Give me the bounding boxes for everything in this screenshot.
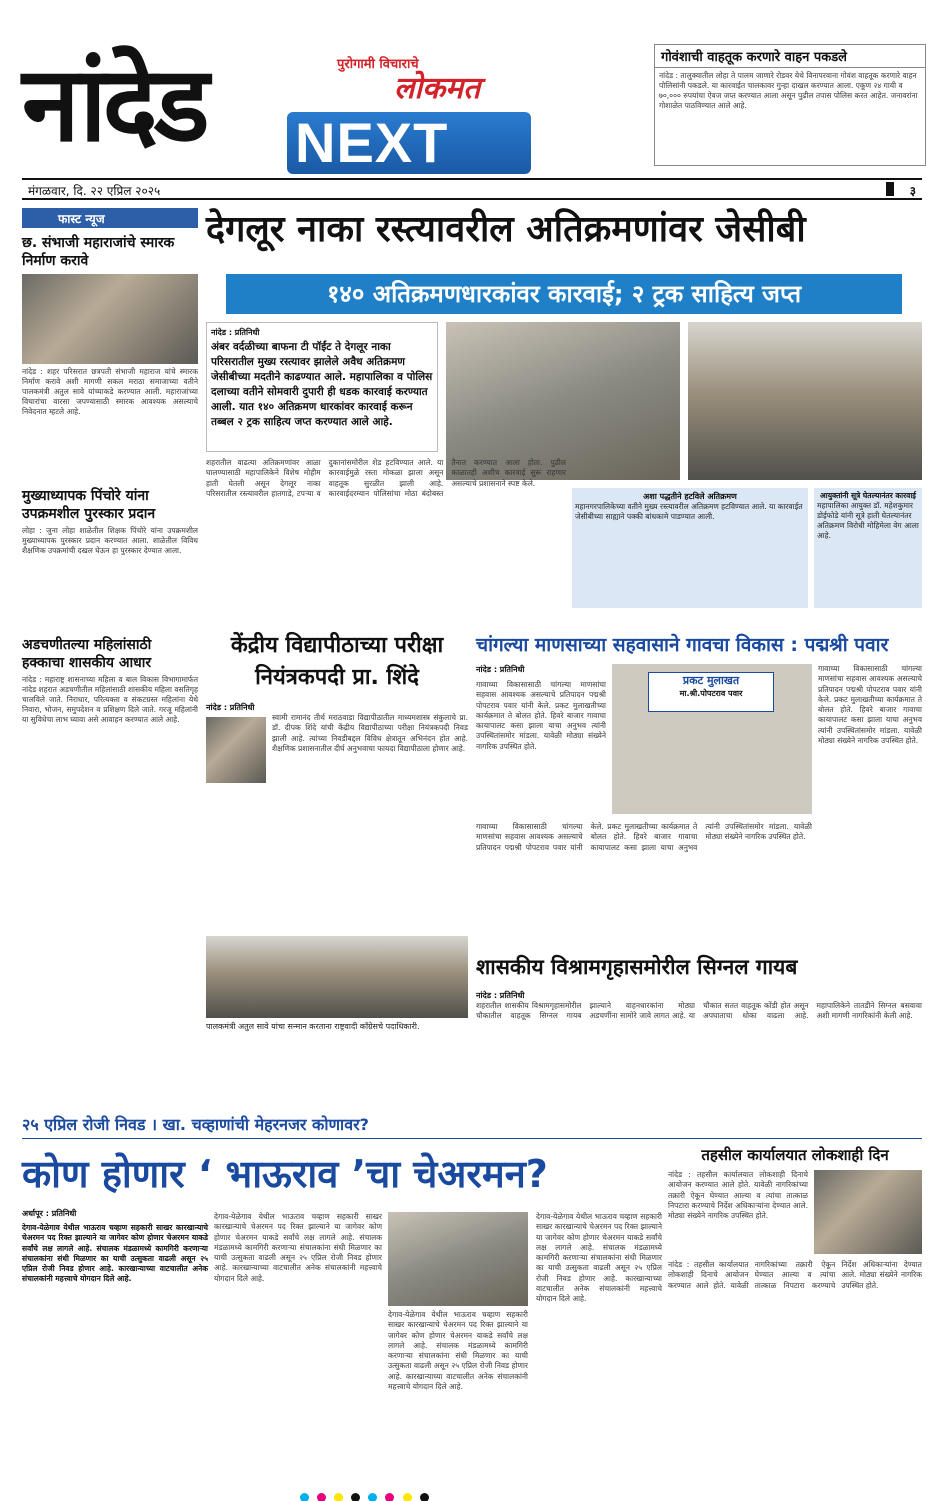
story2-dateline: नांदेड : प्रतिनिधी (206, 703, 255, 712)
lead-subhead: १४० अतिक्रमणधारकांवर कारवाई; २ ट्रक साहित्य जप्त (226, 274, 902, 314)
feature-photo-factory (388, 1212, 528, 1306)
tahsil-photo (814, 1170, 922, 1254)
yellow-mark-icon (403, 1493, 412, 1501)
masthead-title: नांदेड (22, 43, 206, 165)
tahsil-body-a: नांदेड : तहसील कार्यालयात लोकशाही दिनाचे आयोजन करण्यात आले होते. यावेळी नागरिकांच्या तक्रारी ऐकून घेण्यात आल्या व त्यांचा तात्काळ निपटारा करण्याचे निर्देश अधिकाऱ्यांना देण्यात आले. मोठ्या संख्येने नागरिक उपस्थित होते. (668, 1170, 808, 1221)
tahsil-headline: तहसील कार्यालयात लोकशाही दिन (701, 1146, 889, 1164)
sidebar-headline-2: मुख्याध्यापक पिंचोरे यांना उपक्रमशील पुरस्कार प्रदान (22, 488, 156, 522)
lead-caption-title-2: आयुक्तांनी सूत्रे घेतल्यानंतर कारवाई (820, 491, 916, 500)
black-mark-icon (420, 1493, 429, 1501)
story2-body: स्वामी रामानंद तीर्थ मराठवाडा विद्यापीठातील माध्यमशास्त्र संकुलाचे प्रा. डॉ. दीपक शिंदे यांची केंद्रीय विद्यापीठाच्या परीक्षा नियंत्रकपदी निवड झाली आहे. त्यांच्या निवडीबद्दल विविध क्षेत्रातून अभिनंदन होत आहे. शैक्षणिक प्रशासनातील दीर्घ अनुभवाचा फायदा विद्यापीठाला होणार आहे. (272, 713, 468, 753)
sidebar-body-1: नांदेड : शहर परिसरात छत्रपती संभाजी महाराज यांचे स्मारक निर्माण करावे अशी मागणी सकल मराठा समाजाच्या वतीने पालकमंत्री अतुल सावे यांच्याकडे करण्यात आली. महाराजांच्या विचारांचा वारसा जपण्यासाठी स्मारक आवश्यक असल्याचे निवेदनात म्हटले आहे. (22, 367, 198, 416)
feature-intro-block (22, 1208, 208, 1478)
lead-intro: अंबर वर्दळीच्या बाफना टी पॉईंट ते देगलूर नाका परिसरातील मुख्य रस्त्यावर झालेले अवैध अतिक्रमण जेसीबीच्या मदतीने काढण्यात आले. महापालिका व पोलिस दलाच्या वतीने सोमवारी दुपारी ही धडक कारवाई करण्यात आली. यात १४० अतिक्रमण धारकांवर कारवाई करून तब्बल २ ट्रक साहित्य जप्त करण्यात आले आहे. (211, 341, 433, 428)
lead-dateline: नांदेड : प्रतिनिधी (211, 328, 260, 337)
lead-photo-jcb (446, 322, 680, 480)
masthead-tagline: पुरोगामी विचाराचे (337, 57, 419, 72)
story2-block (206, 702, 468, 932)
story2-portrait (206, 717, 266, 783)
lead-headline: देगलूर नाका रस्त्यावरील अतिक्रमणांवर जेसीबी (206, 209, 806, 250)
sidebar-headline-1: छ. संभाजी महाराजांचे स्मारक निर्माण करावे (22, 235, 175, 269)
lead-body: शहरातील वाढत्या अतिक्रमणांवर आळा घालण्यासाठी महापालिकेने विशेष मोहीम हाती घेतली असून देगलूर नाका परिसरातील रस्त्यावरील हातगाडे, टपऱ्या व दुकानांसमोरील शेड हटविण्यात आले. या कारवाईमुळे रस्ता मोकळा झाला असून वाहतूक सुरळीत झाली आहे. कारवाईदरम्यान पोलिसांचा मोठा बंदोबस्त तैनात करण्यात आला होता. पुढील काळातही अशीच कारवाई सुरू राहणार असल्याचे प्रशासनाने स्पष्ट केले. (206, 458, 566, 498)
story4-block (476, 990, 922, 1100)
story3-body-c: गावाच्या विकासासाठी चांगल्या माणसांचा सहवास आवश्यक असल्याचे प्रतिपादन पद्मश्री पोपटराव पवार यांनी केले. प्रकट मुलाखतीच्या कार्यक्रमात ते बोलत होते. हिवरे बाजार गावाचा कायापालट कसा झाला याचा अनुभव त्यांनी उपस्थितांसमोर मांडला. यावेळी मोठ्या संख्येने नागरिक उपस्थित होते. (476, 822, 812, 852)
story4-body: शहरातील शासकीय विश्रामगृहासमोरील चौकातील वाहतूक सिग्नल गायब झाल्याने वाहनधारकांना मोठ्या अडचणींना सामोरे जावे लागत आहे. या चौकात सतत वाहतूक कोंडी होत असून अपघाताचा धोका वाढला आहे. महापालिकेने तातडीने सिग्नल बसवावा अशी मागणी नागरिकांनी केली आहे. (476, 1001, 922, 1021)
feature-dateline: अर्धापूर : प्रतिनिधी (22, 1209, 77, 1218)
story3-banner-sub: मा.श्री.पोपटराव पवार (679, 689, 743, 698)
lead-caption-title-1: अशा पद्धतीने हटविले अतिक्रमण (643, 492, 737, 501)
lead-caption-2: महापालिका आयुक्त डॉ. महेशकुमार डोईफोडे यांनी सूत्रे हाती घेतल्यानंतर अतिक्रमण विरोधी मोहिमेला वेग आला आहे. (817, 501, 919, 540)
next-logo (287, 112, 531, 174)
cyan-mark-icon (300, 1493, 309, 1501)
issue-date: मंगळवार, दि. २२ एप्रिल २०२५ (28, 184, 161, 198)
lead-intro-box (206, 322, 438, 452)
sidebar-body-3: नांदेड : महाराष्ट्र शासनाच्या महिला व बाल विकास विभागामार्फत नांदेड शहरात अडचणीतील महिलांसाठी शासकीय महिला वसतिगृह चालविले जाते. निराधार, परित्यक्ता व संकटग्रस्त महिलांना येथे निवारा, भोजन, समुपदेशन व प्रशिक्षण दिले जाते. गरजू महिलांनी या सुविधेचा लाभ घ्यावा असे आवाहन करण्यात आले आहे. (22, 675, 198, 724)
sidebar-photo-1 (22, 274, 198, 364)
fast-news-text: फास्ट न्यूज (58, 212, 105, 226)
dateline-bar (22, 178, 922, 200)
lead-caption-box-1 (572, 488, 808, 608)
story3-dateline: नांदेड : प्रतिनिधी (476, 665, 525, 674)
feature-strip: २५ एप्रिल रोजी निवड । खा. चव्हाणांची मेहरनजर कोणावर? (22, 1115, 369, 1134)
story3-banner-title: प्रकट मुलाखत (682, 674, 740, 687)
story2-photo (206, 936, 468, 1018)
story4-dateline: नांदेड : प्रतिनिधी (476, 991, 525, 1000)
page-marker-icon (886, 182, 894, 196)
fast-news-sidebar (22, 208, 198, 1102)
feature-headline: कोण होणार ‘ भाऊराव ’चा चेअरमन? (22, 1152, 548, 1196)
magenta-mark-icon (317, 1493, 326, 1501)
yellow-mark-icon (334, 1493, 343, 1501)
page-number: ३ (909, 184, 916, 198)
sidebar-body-2: लोहा : जुना लोहा शाळेतील शिक्षक पिंचोरे यांना उपक्रमशील मुख्याध्यापक पुरस्कार प्रदान करण्यात आला. शाळेतील विविध शैक्षणिक उपक्रमांची दखल घेऊन हा पुरस्कार देण्यात आला. (22, 526, 198, 555)
feature-body-a: देगाव-येळेगाव येथील भाऊराव चव्हाण सहकारी साखर कारखान्याचे चेअरमन पद रिक्त झाल्याने या जागेवर कोण होणार चेअरमन याकडे सर्वांचे लक्ष लागले आहे. संचालक मंडळामध्ये कामगिरी करणाऱ्या संचालकांना संधी मिळणार का याची उत्सुकता वाढली असून २५ एप्रिल रोजी निवड होणार आहे. कारखान्याच्या वाटचालीत अनेक संचालकांनी महत्त्वाचे योगदान दिले आहे. (214, 1212, 382, 1283)
story4-headline: शासकीय विश्रामगृहासमोरील सिग्नल गायब (476, 955, 798, 979)
lead-caption-1: महानगरपालिकेच्या वतीने मुख्य रस्त्यावरील अतिक्रमण हटविण्यात आले. या कारवाईत जेसीबीच्या साह्याने पक्की बांधकामे पाडण्यात आली. (575, 502, 803, 521)
fast-news-label (22, 208, 198, 228)
feature-body-c: देगाव-येळेगाव येथील भाऊराव चव्हाण सहकारी साखर कारखान्याचे चेअरमन पद रिक्त झाल्याने या जागेवर कोण होणार चेअरमन याकडे सर्वांचे लक्ष लागले आहे. संचालक मंडळामध्ये कामगिरी करणाऱ्या संचालकांना संधी मिळणार का याची उत्सुकता वाढली असून २५ एप्रिल रोजी निवड होणार आहे. कारखान्याच्या वाटचालीत अनेक संचालकांनी महत्त्वाचे योगदान दिले आहे. (536, 1212, 662, 1304)
top-right-body: नांदेड : तालुक्यातील लोहा ते पालम जाणारे रोडवर येथे विनापरवाना गोवंश वाहतूक करणारे वाहन पोलिसांनी पकडले. या कारवाईत चालकावर गुन्हा दाखल करण्यात आला. एकूण २४ गायी व ७०,००० रुपयांचा ऐवज जप्त करण्यात आला असून पुढील तपास पोलिस करत आहेत. जनावरांना गोशाळेत पाठविण्यात आले आहे. (659, 71, 918, 110)
lead-caption-box-2 (814, 488, 922, 608)
cyan-mark-icon (368, 1493, 377, 1501)
top-right-story (654, 44, 926, 166)
story2-headline: केंद्रीय विद्यापीठाच्या परीक्षा नियंत्रकपदी प्रा. शिंदे (230, 633, 444, 690)
feature-body-b: देगाव-येळेगाव येथील भाऊराव चव्हाण सहकारी साखर कारखान्याचे चेअरमन पद रिक्त झाल्याने या जागेवर कोण होणार चेअरमन याकडे सर्वांचे लक्ष लागले आहे. संचालक मंडळामध्ये कामगिरी करणाऱ्या संचालकांना संधी मिळणार का याची उत्सुकता वाढली असून २५ एप्रिल रोजी निवड होणार आहे. कारखान्याच्या वाटचालीत अनेक संचालकांनी महत्त्वाचे योगदान दिले आहे. (388, 1310, 528, 1392)
tahsil-body-b: नांदेड : तहसील कार्यालयात लोकशाही दिनाचे आयोजन करण्यात आले होते. यावेळी नागरिकांच्या तक्रारी ऐकून घेण्यात आल्या व त्यांचा तात्काळ निपटारा करण्याचे निर्देश अधिकाऱ्यांना देण्यात आले. मोठ्या संख्येने नागरिक उपस्थित होते. (668, 1260, 922, 1290)
masthead (22, 44, 632, 184)
sidebar-headline-3: अडचणीतल्या महिलांसाठी हक्काचा शासकीय आधार (22, 637, 152, 671)
story3-banner (648, 672, 774, 712)
brand-next: NEXT (295, 111, 449, 174)
story3-headline: चांगल्या माणसाच्या सहवासाने गावचा विकास : पद्मश्री पवार (476, 634, 889, 656)
black-mark-icon (351, 1493, 360, 1501)
story3-dateline-box (476, 664, 606, 675)
top-right-headline: गोवंशाची वाहतूक करणारे वाहन पकडले (655, 45, 925, 68)
story2-caption: पालकमंत्री अतुल सावे यांचा सन्मान करताना राष्ट्रवादी काँग्रेसचे पदाधिकारी. (206, 1022, 420, 1031)
story3-body-b: गावाच्या विकासासाठी चांगल्या माणसांचा सहवास आवश्यक असल्याचे प्रतिपादन पद्मश्री पोपटराव पवार यांनी केले. प्रकट मुलाखतीच्या कार्यक्रमात ते बोलत होते. हिवरे बाजार गावाचा कायापालट कसा झाला याचा अनुभव त्यांनी उपस्थितांसमोर मांडला. यावेळी मोठ्या संख्येने नागरिक उपस्थित होते. (818, 664, 922, 746)
strip-rule (22, 1138, 922, 1139)
feature-intro: देगाव-येळेगाव येथील भाऊराव चव्हाण सहकारी साखर कारखान्याचे चेअरमन पद रिक्त झाल्याने या जागेवर कोण होणार चेअरमन याकडे सर्वांचे लक्ष लागले आहे. संचालक मंडळामध्ये कामगिरी करणाऱ्या संचालकांना संधी मिळणार का याची उत्सुकता वाढली असून २५ एप्रिल रोजी निवड होणार आहे. कारखान्याच्या वाटचालीत अनेक संचालकांनी महत्त्वाचे योगदान दिले आहे. (22, 1223, 208, 1284)
publisher-logo: लोकमत (394, 71, 481, 106)
registration-marks (300, 1487, 432, 1497)
story3-body-a: गावाच्या विकासासाठी चांगल्या माणसांचा सहवास आवश्यक असल्याचे प्रतिपादन पद्मश्री पोपटराव पवार यांनी केले. प्रकट मुलाखतीच्या कार्यक्रमात ते बोलत होते. हिवरे बाजार गावाचा कायापालट कसा झाला याचा अनुभव त्यांनी उपस्थितांसमोर मांडला. यावेळी मोठ्या संख्येने नागरिक उपस्थित होते. (476, 680, 606, 751)
story3-photo (612, 664, 812, 814)
lead-photo-crowd (688, 322, 922, 480)
magenta-mark-icon (385, 1493, 394, 1501)
